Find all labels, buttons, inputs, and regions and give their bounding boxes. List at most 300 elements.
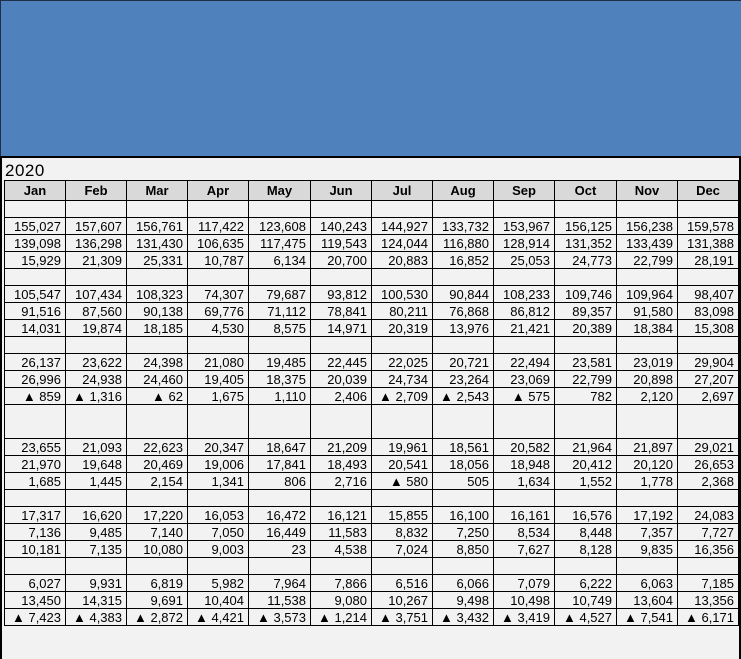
value-cell: 15,929 [5,252,66,269]
value-cell: 1,634 [494,473,555,490]
value-cell: 20,541 [372,456,433,473]
value-cell: 8,575 [249,320,311,337]
value-cell: 19,405 [188,371,249,388]
empty-cell [5,337,66,354]
value-cell: 7,024 [372,541,433,558]
empty-cell [678,269,739,286]
value-cell: 29,021 [678,439,739,456]
empty-cell [311,201,372,218]
value-cell: 89,357 [555,303,617,320]
value-cell: ▲ 7,423 [5,609,66,626]
value-cell: 7,185 [678,575,739,592]
value-cell: 21,897 [617,439,678,456]
empty-cell [494,337,555,354]
value-cell: 20,469 [127,456,188,473]
value-cell: 21,080 [188,354,249,371]
year-label: 2020 [5,161,45,180]
empty-cell [311,337,372,354]
value-cell: 21,964 [555,439,617,456]
value-cell: 20,319 [372,320,433,337]
spacer-row [5,558,739,575]
table-row [5,541,739,558]
empty-cell [127,269,188,286]
value-cell: ▲ 2,709 [372,388,433,405]
value-cell: 8,448 [555,524,617,541]
value-cell: 69,776 [188,303,249,320]
empty-cell [678,558,739,575]
month-header-nov: Nov [617,181,678,201]
value-cell: 1,778 [617,473,678,490]
value-cell: 98,407 [678,286,739,303]
empty-cell [494,201,555,218]
value-cell: 26,137 [5,354,66,371]
value-cell: ▲ 4,527 [555,609,617,626]
value-cell: 24,398 [127,354,188,371]
value-cell: ▲ 2,543 [433,388,494,405]
value-cell: 23 [249,541,311,558]
value-cell: ▲ 580 [372,473,433,490]
empty-cell [617,490,678,507]
value-cell: 18,647 [249,439,311,456]
value-cell: 29,904 [678,354,739,371]
empty-cell [494,269,555,286]
value-cell: 131,388 [678,235,739,252]
empty-cell [617,269,678,286]
empty-cell [555,558,617,575]
value-cell: ▲ 3,419 [494,609,555,626]
value-cell: 6,134 [249,252,311,269]
value-cell: 5,982 [188,575,249,592]
value-cell: 22,623 [127,439,188,456]
value-cell: 28,191 [678,252,739,269]
month-header-jun: Jun [311,181,372,201]
value-cell: ▲ 3,751 [372,609,433,626]
value-cell: 109,964 [617,286,678,303]
value-cell: 9,835 [617,541,678,558]
value-cell: 23,622 [66,354,127,371]
empty-cell [555,269,617,286]
empty-cell [188,558,249,575]
empty-cell [433,490,494,507]
value-cell: 17,192 [617,507,678,524]
table-row [5,235,739,252]
value-cell: 7,135 [66,541,127,558]
value-cell: 155,027 [5,218,66,235]
empty-cell [555,490,617,507]
value-cell: 136,298 [66,235,127,252]
value-cell: 16,053 [188,507,249,524]
value-cell: 18,056 [433,456,494,473]
value-cell: 16,852 [433,252,494,269]
value-cell: 7,627 [494,541,555,558]
empty-cell [127,405,188,439]
value-cell: 2,406 [311,388,372,405]
value-cell: 13,976 [433,320,494,337]
value-cell: 71,112 [249,303,311,320]
empty-cell [311,269,372,286]
value-cell: 131,430 [127,235,188,252]
value-cell: 9,003 [188,541,249,558]
spacer-row [5,337,739,354]
value-cell: 133,732 [433,218,494,235]
empty-cell [66,201,127,218]
value-cell: 1,341 [188,473,249,490]
empty-cell [188,201,249,218]
value-cell: ▲ 3,573 [249,609,311,626]
value-cell: 10,181 [5,541,66,558]
value-cell: 93,812 [311,286,372,303]
empty-cell [5,558,66,575]
value-cell: 6,063 [617,575,678,592]
empty-cell [66,490,127,507]
month-header-jul: Jul [372,181,433,201]
value-cell: 108,233 [494,286,555,303]
value-cell: ▲ 1,316 [66,388,127,405]
value-cell: 91,580 [617,303,678,320]
value-cell: 9,485 [66,524,127,541]
table-row [5,507,739,524]
value-cell: 18,493 [311,456,372,473]
value-cell: 2,154 [127,473,188,490]
value-cell: 1,110 [249,388,311,405]
value-cell: 76,868 [433,303,494,320]
empty-cell [311,490,372,507]
value-cell: 19,485 [249,354,311,371]
value-cell: 7,250 [433,524,494,541]
table-row [5,218,739,235]
empty-cell [188,337,249,354]
empty-cell [5,269,66,286]
value-cell: 20,389 [555,320,617,337]
value-cell: 11,538 [249,592,311,609]
empty-cell [617,558,678,575]
empty-cell [127,201,188,218]
table-row [5,473,739,490]
table-row [5,286,739,303]
value-cell: 79,687 [249,286,311,303]
value-cell: 23,069 [494,371,555,388]
value-cell: 20,582 [494,439,555,456]
value-cell: 8,832 [372,524,433,541]
value-cell: 21,093 [66,439,127,456]
spacer-row [5,201,739,218]
value-cell: ▲ 3,432 [433,609,494,626]
value-cell: 20,883 [372,252,433,269]
data-sheet [0,156,741,659]
empty-cell [617,201,678,218]
value-cell: 106,635 [188,235,249,252]
value-cell: 7,079 [494,575,555,592]
value-cell: 119,543 [311,235,372,252]
value-cell: 2,716 [311,473,372,490]
table-row [5,609,739,626]
value-cell: 10,080 [127,541,188,558]
empty-cell [188,269,249,286]
value-cell: 6,516 [372,575,433,592]
value-cell: 505 [433,473,494,490]
value-cell: 7,050 [188,524,249,541]
empty-cell [617,405,678,439]
value-cell: 9,080 [311,592,372,609]
value-cell: 156,761 [127,218,188,235]
value-cell: 23,019 [617,354,678,371]
empty-cell [127,558,188,575]
month-header-apr: Apr [188,181,249,201]
empty-cell [188,490,249,507]
value-cell: 10,787 [188,252,249,269]
value-cell: 91,516 [5,303,66,320]
value-cell: 2,368 [678,473,739,490]
empty-cell [127,490,188,507]
empty-cell [494,558,555,575]
table-row [5,524,739,541]
value-cell: 86,812 [494,303,555,320]
value-cell: 10,404 [188,592,249,609]
empty-cell [372,337,433,354]
value-cell: 18,375 [249,371,311,388]
spacer-row [5,490,739,507]
empty-cell [372,490,433,507]
empty-cell [372,558,433,575]
value-cell: 24,773 [555,252,617,269]
value-cell: 7,140 [127,524,188,541]
table-row [5,456,739,473]
value-cell: 7,727 [678,524,739,541]
empty-cell [433,201,494,218]
table-row [5,592,739,609]
value-cell: 16,121 [311,507,372,524]
empty-cell [678,337,739,354]
value-cell: 10,267 [372,592,433,609]
value-cell: ▲ 4,383 [66,609,127,626]
value-cell: 21,209 [311,439,372,456]
empty-cell [5,405,66,439]
value-cell: 19,648 [66,456,127,473]
value-cell: 9,691 [127,592,188,609]
value-cell: 27,207 [678,371,739,388]
value-cell: 83,098 [678,303,739,320]
empty-cell [249,490,311,507]
value-cell: 78,841 [311,303,372,320]
month-header-may: May [249,181,311,201]
value-cell: 24,460 [127,371,188,388]
empty-cell [433,269,494,286]
month-header-mar: Mar [127,181,188,201]
value-cell: 9,498 [433,592,494,609]
empty-cell [249,405,311,439]
month-header-dec: Dec [678,181,739,201]
empty-cell [249,558,311,575]
empty-cell [249,201,311,218]
empty-cell [372,269,433,286]
empty-cell [617,337,678,354]
value-cell: 156,238 [617,218,678,235]
empty-cell [249,269,311,286]
table-row [5,439,739,456]
value-cell: 1,445 [66,473,127,490]
value-cell: 20,039 [311,371,372,388]
value-cell: 8,128 [555,541,617,558]
value-cell: 1,685 [5,473,66,490]
value-cell: 74,307 [188,286,249,303]
month-header-oct: Oct [555,181,617,201]
value-cell: 25,331 [127,252,188,269]
spacer-row [5,269,739,286]
value-cell: 20,700 [311,252,372,269]
value-cell: 20,721 [433,354,494,371]
empty-cell [66,337,127,354]
monthly-table [4,180,739,626]
value-cell: 7,866 [311,575,372,592]
empty-cell [127,337,188,354]
value-cell: ▲ 859 [5,388,66,405]
value-cell: 124,044 [372,235,433,252]
value-cell: ▲ 62 [127,388,188,405]
value-cell: 22,494 [494,354,555,371]
value-cell: 131,352 [555,235,617,252]
table-row [5,354,739,371]
value-cell: 22,799 [617,252,678,269]
empty-cell [372,405,433,439]
value-cell: 14,315 [66,592,127,609]
month-header-aug: Aug [433,181,494,201]
value-cell: 6,819 [127,575,188,592]
empty-cell [311,558,372,575]
spacer-row [5,405,739,439]
value-cell: 4,538 [311,541,372,558]
value-cell: 16,449 [249,524,311,541]
value-cell: 6,066 [433,575,494,592]
value-cell: 24,734 [372,371,433,388]
value-cell: ▲ 2,872 [127,609,188,626]
empty-cell [66,558,127,575]
table-row [5,252,739,269]
table-row [5,320,739,337]
value-cell: 6,027 [5,575,66,592]
value-cell: 1,552 [555,473,617,490]
value-cell: 13,356 [678,592,739,609]
value-cell: 156,125 [555,218,617,235]
value-cell: 153,967 [494,218,555,235]
value-cell: 18,948 [494,456,555,473]
value-cell: 6,222 [555,575,617,592]
value-cell: 16,620 [66,507,127,524]
value-cell: 26,653 [678,456,739,473]
value-cell: 17,317 [5,507,66,524]
value-cell: 20,898 [617,371,678,388]
value-cell: 2,697 [678,388,739,405]
value-cell: 23,655 [5,439,66,456]
value-cell: 117,422 [188,218,249,235]
value-cell: 23,581 [555,354,617,371]
value-cell: 7,136 [5,524,66,541]
value-cell: 80,211 [372,303,433,320]
value-cell: 159,578 [678,218,739,235]
empty-cell [678,490,739,507]
value-cell: 24,083 [678,507,739,524]
value-cell: 4,530 [188,320,249,337]
value-cell: 25,053 [494,252,555,269]
value-cell: 18,561 [433,439,494,456]
value-cell: 133,439 [617,235,678,252]
value-cell: 17,841 [249,456,311,473]
value-cell: 10,749 [555,592,617,609]
value-cell: 2,120 [617,388,678,405]
empty-cell [678,405,739,439]
value-cell: 19,006 [188,456,249,473]
empty-cell [433,405,494,439]
value-cell: 107,434 [66,286,127,303]
empty-cell [433,337,494,354]
value-cell: 19,961 [372,439,433,456]
empty-cell [66,405,127,439]
value-cell: 140,243 [311,218,372,235]
value-cell: 100,530 [372,286,433,303]
empty-cell [249,337,311,354]
value-cell: 16,472 [249,507,311,524]
value-cell: 117,475 [249,235,311,252]
value-cell: 782 [555,388,617,405]
month-header-sep: Sep [494,181,555,201]
value-cell: 22,445 [311,354,372,371]
value-cell: 20,120 [617,456,678,473]
value-cell: 90,844 [433,286,494,303]
value-cell: 22,025 [372,354,433,371]
value-cell: 105,547 [5,286,66,303]
empty-cell [555,201,617,218]
empty-cell [555,337,617,354]
month-header-jan: Jan [5,181,66,201]
value-cell: 128,914 [494,235,555,252]
value-cell: ▲ 1,214 [311,609,372,626]
value-cell: 21,970 [5,456,66,473]
value-cell: 11,583 [311,524,372,541]
empty-cell [678,201,739,218]
header-banner [0,0,741,156]
empty-cell [188,405,249,439]
value-cell: 90,138 [127,303,188,320]
value-cell: 8,534 [494,524,555,541]
value-cell: 16,356 [678,541,739,558]
value-cell: 8,850 [433,541,494,558]
value-cell: 139,098 [5,235,66,252]
value-cell: 157,607 [66,218,127,235]
value-cell: 14,031 [5,320,66,337]
month-header-feb: Feb [66,181,127,201]
value-cell: 18,185 [127,320,188,337]
value-cell: 18,384 [617,320,678,337]
value-cell: 15,855 [372,507,433,524]
value-cell: 16,576 [555,507,617,524]
value-cell: 116,880 [433,235,494,252]
value-cell: ▲ 575 [494,388,555,405]
table-row [5,303,739,320]
value-cell: 109,746 [555,286,617,303]
value-cell: 22,799 [555,371,617,388]
value-cell: 26,996 [5,371,66,388]
empty-cell [5,201,66,218]
empty-cell [555,405,617,439]
empty-cell [66,269,127,286]
value-cell: ▲ 7,541 [617,609,678,626]
value-cell: 20,412 [555,456,617,473]
value-cell: 19,874 [66,320,127,337]
value-cell: 13,604 [617,592,678,609]
value-cell: 7,964 [249,575,311,592]
value-cell: 17,220 [127,507,188,524]
empty-cell [372,201,433,218]
value-cell: ▲ 4,421 [188,609,249,626]
